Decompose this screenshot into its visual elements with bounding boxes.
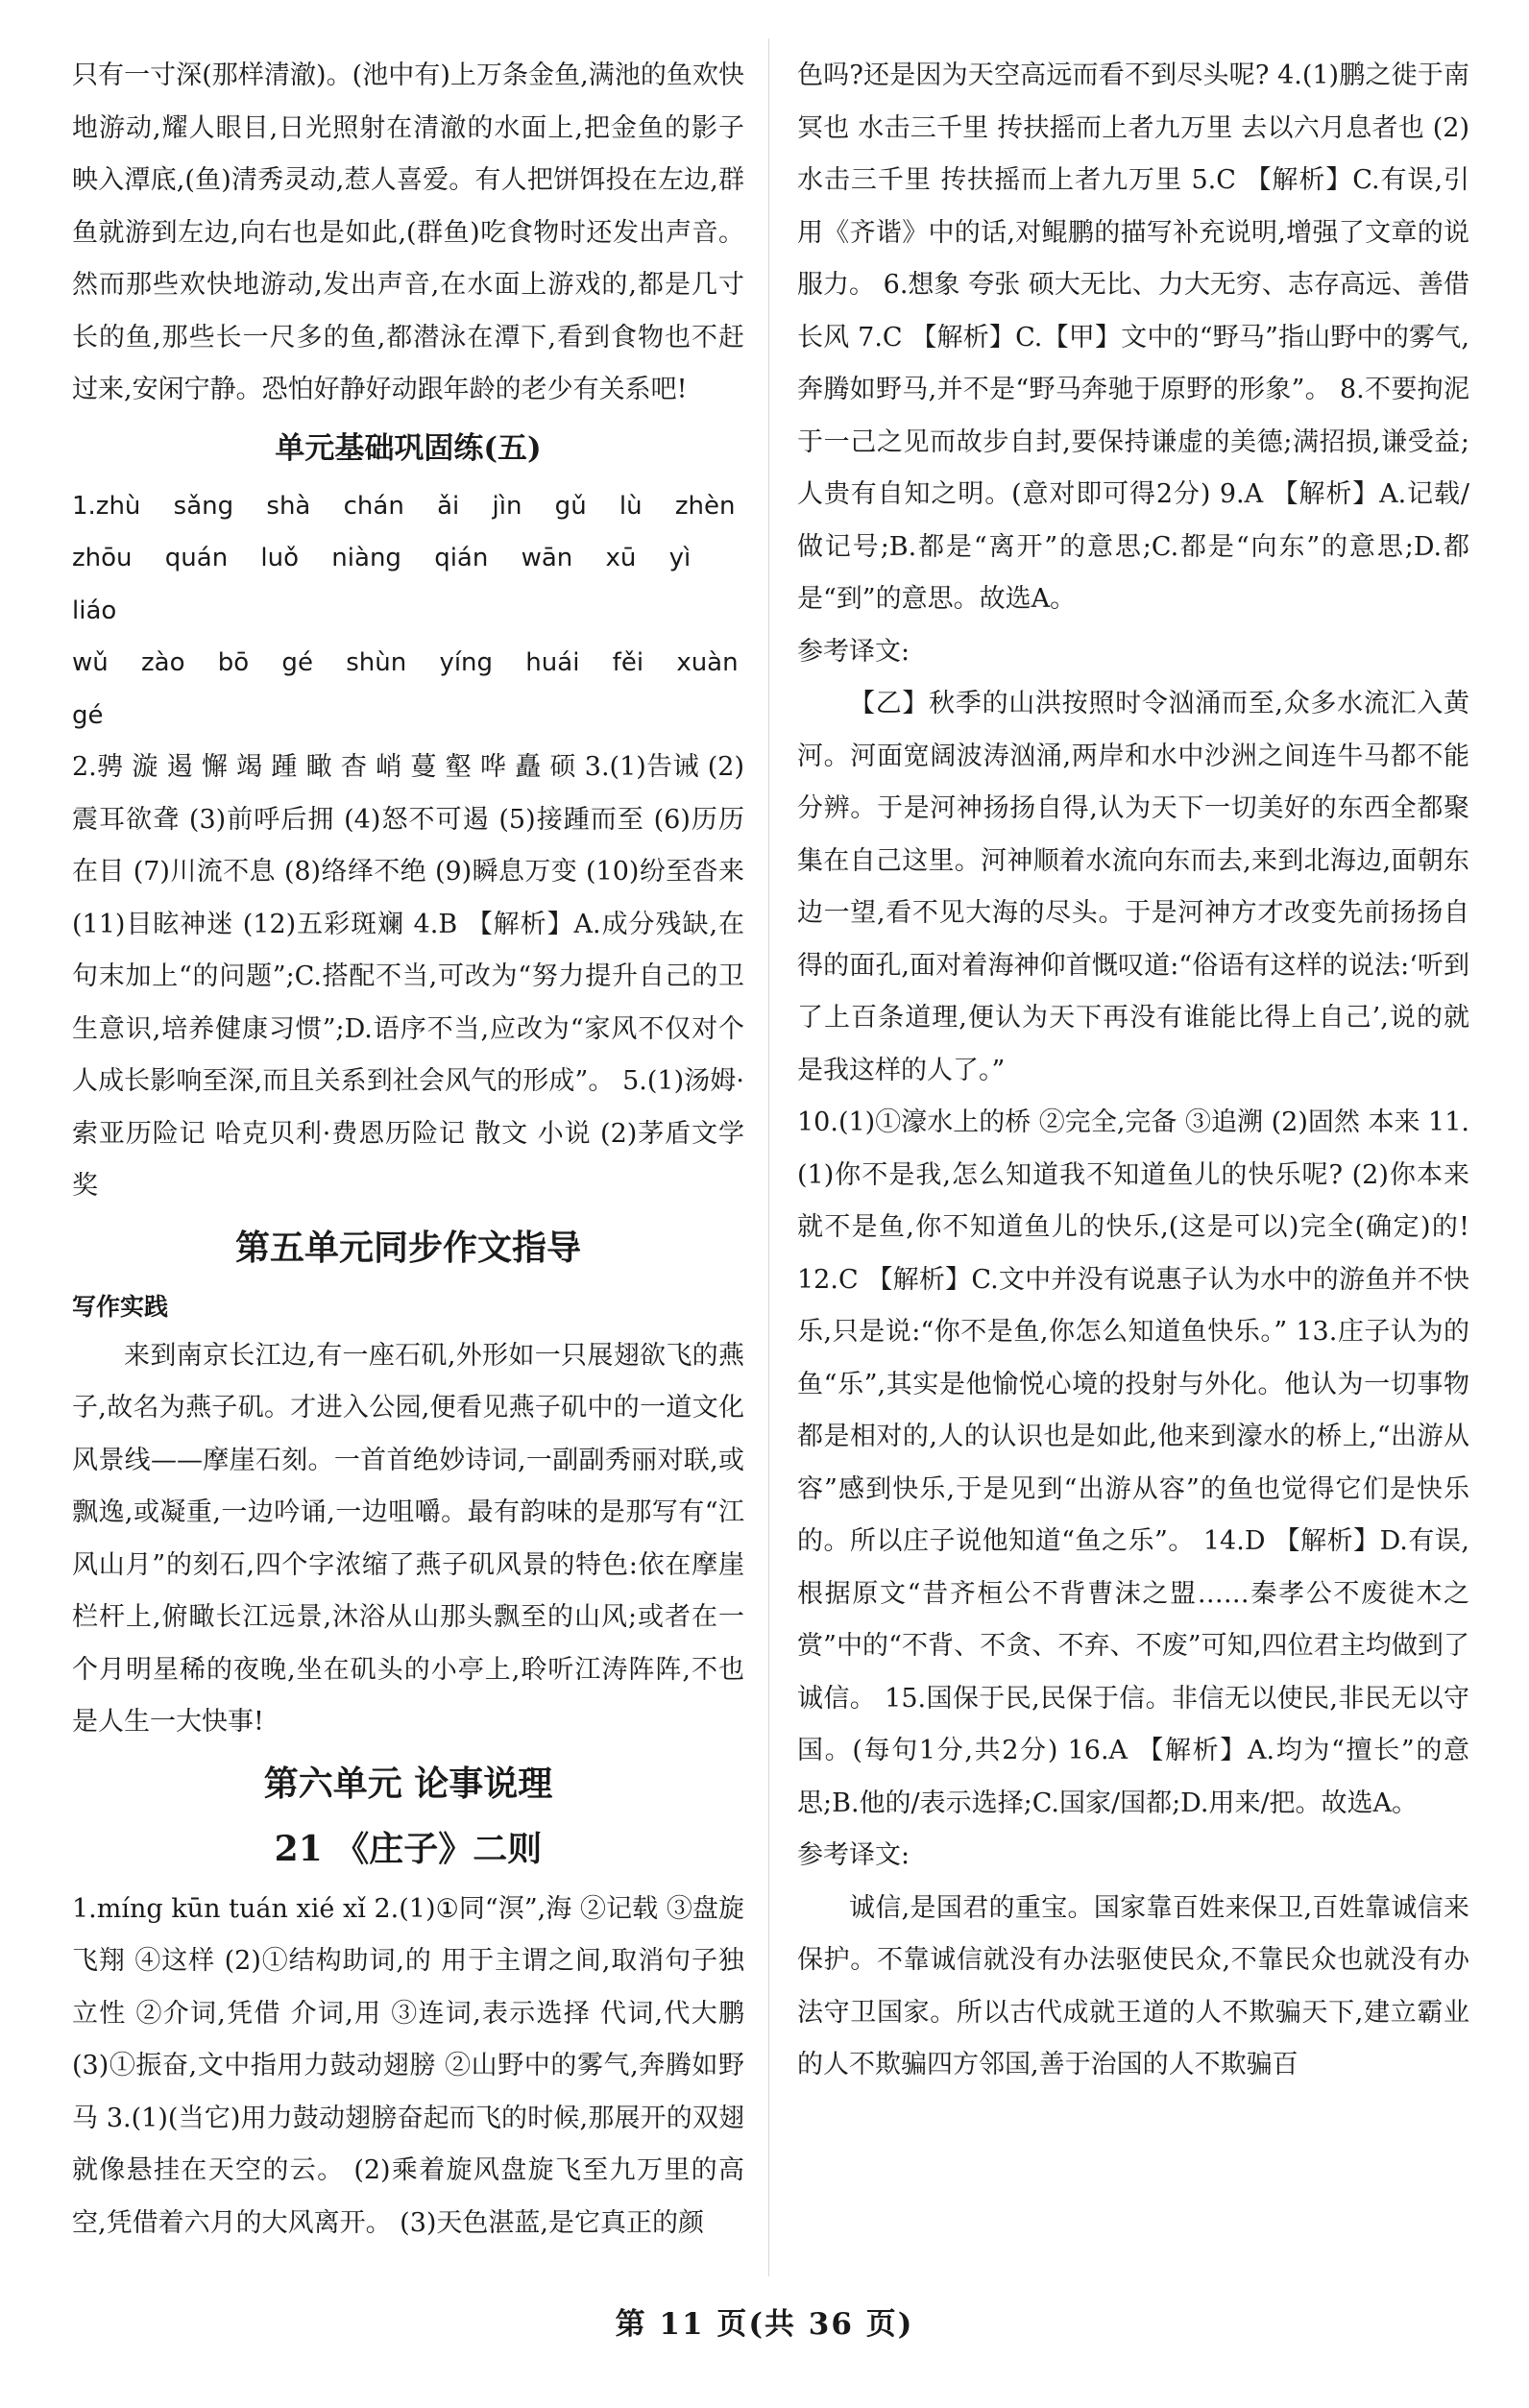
answers-right-top: 色吗?还是因为天空高远而看不到尽头呢? 4.(1)鹏之徙于南冥也 水击三千里 抟扶摇而上者九万里 去以六月息者也 (2)水击三千里 抟扶摇而上者九万里 5.C 【解析】C.有误,引用《齐谐》中的话,对鲲鹏的描写补充说明,增强了文章的说服力。 6.想象 夸张 硕大无比、力大无穷、志存高远、善借长风 7.C 【解析】C.【甲】文中的“野马”指山野中的雾气,奔腾如野马,并不是“野马奔驰于原野的形象”。 8.不要拘泥于一己之见而故步自封,要保持谦虚的美德;满招损,谦受益;人贵有自知之明。(意对即可得2分) 9.A 【解析】A.记载/做记号;B.都是“离开”的意思;C.都是“向东”的意思;D.都是“到”的意思。故选A。 <box>797 61 1469 614</box>
unit-six-heading: 第六单元 论事说理 <box>263 1763 553 1804</box>
reference-translation-2: 诚信,是国君的重宝。国家靠百姓来保卫,百姓靠诚信来保护。不靠诚信就没有办法驱使民众,不靠民众也就没有办法守卫国家。所以古代成就王道的人不欺骗天下,建立霸业的人不欺骗四方邻国,善于治国的人不欺骗百 <box>797 1892 1469 2080</box>
lesson-21-heading: 21 《庄子》二则 <box>274 1828 543 1869</box>
pinyin-line-1: 1.zhù sǎng shà chán ǎi jìn gǔ lù zhèn <box>72 491 736 521</box>
reference-translation-1: 【乙】秋季的山洪按照时令汹涌而至,众多水流汇入黄河。河面宽阔波涛汹涌,两岸和水中沙洲之间连牛马都不能分辨。于是河神扬扬自得,认为天下一切美好的东西全都聚集在自己这里。河神顺着水流向东而去,来到北海边,面朝东边一望,看不见大海的尽头。于是河神方才改变先前扬扬自得的面孔,面对着海神仰首慨叹道:“俗语有这样的说法:‘听到了上百条道理,便认为天下再没有谁能比得上自己’,说的就是我这样的人了。” <box>797 689 1469 1085</box>
reference-translation-label-1: 参考译文: <box>797 636 910 667</box>
writing-guide-heading: 第五单元同步作文指导 <box>234 1227 581 1268</box>
pinyin-line-3: wǔ zào bō gé shùn yíng huái fěi xuàn gé <box>72 648 739 730</box>
text-continuation: 只有一寸深(那样清澈)。(池中有)上万条金鱼,满池的鱼欢快地游动,耀人眼目,日光照射在清澈的水面上,把金鱼的影子映入潭底,(鱼)清秀灵动,惹人喜爱。有人把饼饵投在左边,群鱼就游到左边,向右也是如此,(群鱼)吃食物时还发出声音。然而那些欢快地游动,发出声音,在水面上游戏的,都是几寸长的鱼,那些长一尺多的鱼,都潜泳在潭下,看到食物也不赶过来,安闲宁静。恐怕好静好动跟年龄的老少有关系吧! <box>72 61 744 404</box>
answers-right-middle: 10.(1)①濠水上的桥 ②完全,完备 ③追溯 (2)固然 本来 11.(1)你不是我,怎么知道我不知道鱼儿的快乐呢? (2)你本来就不是鱼,你不知道鱼儿的快乐,(这是可以)完全(确定)的! 12.C 【解析】C.文中并没有说惠子认为水中的游鱼并不快乐,只是说:“你不是鱼,你怎么知道鱼快乐。” 13.庄子认为的鱼“乐”,其实是他愉悦心境的投射与外化。他认为一切事物都是相对的,人的认识也是如此,他来到濠水的桥上,“出游从容”感到快乐,于是见到“出游从容”的鱼也觉得它们是快乐的。所以庄子说他知道“鱼之乐”。 14.D 【解析】D.有误,根据原文“昔齐桓公不背曹沫之盟……秦孝公不废徙木之赏”中的“不背、不贪、不弃、不废”可知,四位君主均做到了诚信。 15.国保于民,民保于信。非信无以使民,非民无以守国。(每句1分,共2分) 16.A 【解析】A.均为“擅长”的意思;B.他的/表示选择;C.国家/国都;D.用来/把。故选A。 <box>797 1107 1469 1818</box>
column-divider <box>768 38 769 2276</box>
pinyin-line-2: zhōu quán luǒ niàng qián wān xū yì liáo <box>72 544 692 625</box>
writing-practice-heading: 写作实践 <box>72 1292 169 1321</box>
right-column <box>797 50 1469 2092</box>
page-footer: 第 11 页(共 36 页) <box>615 2307 914 2342</box>
writing-practice-text: 来到南京长江边,有一座石矶,外形如一只展翅欲飞的燕子,故名为燕子矶。才进入公园,便看见燕子矶中的一道文化风景线——摩崖石刻。一首首绝妙诗词,一副副秀丽对联,或飘逸,或凝重,一边吟诵,一边咀嚼。最有韵味的是那写有“江风山月”的刻石,四个字浓缩了燕子矶风景的特色:依在摩崖栏杆上,俯瞰长江远景,沐浴从山那头飘至的山风;或者在一个月明星稀的夜晚,坐在矶头的小亭上,聆听江涛阵阵,不也是人生一大快事! <box>72 1340 744 1737</box>
unit-review-heading: 单元基础巩固练(五) <box>275 430 542 466</box>
answers-lesson-21-left: 1.míng kūn tuán xié xǐ 2.(1)①同“溟”,海 ②记载 ③盘旋飞翔 ④这样 (2)①结构助词,的 用于主谓之间,取消句子独立性 ②介词,凭借 介词,用 ③连词,表示选择 代词,代大鹏 (3)①振奋,文中指用力鼓动翅膀 ②山野中的雾气,奔腾如野马 3.(1)(当它)用力鼓动翅膀奋起而飞的时候,那展开的双翅就像悬挂在天空的云。 (2)乘着旋风盘旋飞至九万里的高空,凭借着六月的大风离开。 (3)天色湛蓝,是它真正的颜 <box>72 1893 744 2238</box>
answers-unit-review: 2.骋 漩 遏 懈 竭 踵 瞰 杳 峭 蔓 壑 哗 矗 硕 3.(1)告诫 (2)震耳欲聋 (3)前呼后拥 (4)怒不可遏 (5)接踵而至 (6)历历在目 (7)川流不息 (8)络绎不绝 (9)瞬息万变 (10)纷至沓来 (11)目眩神迷 (12)五彩斑斓 4.B 【解析】A.成分残缺,在句末加上“的问题”;C.搭配不当,可改为“努力提升自己的卫生意识,培养健康习惯”;D.语序不当,应改为“家风不仅对个人成长影响至深,而且关系到社会风气的形成”。 5.(1)汤姆·索亚历险记 哈克贝利·费恩历险记 散文 小说 (2)茅盾文学奖 <box>72 752 744 1201</box>
left-column <box>72 50 744 2250</box>
reference-translation-label-2: 参考译文: <box>797 1840 910 1870</box>
